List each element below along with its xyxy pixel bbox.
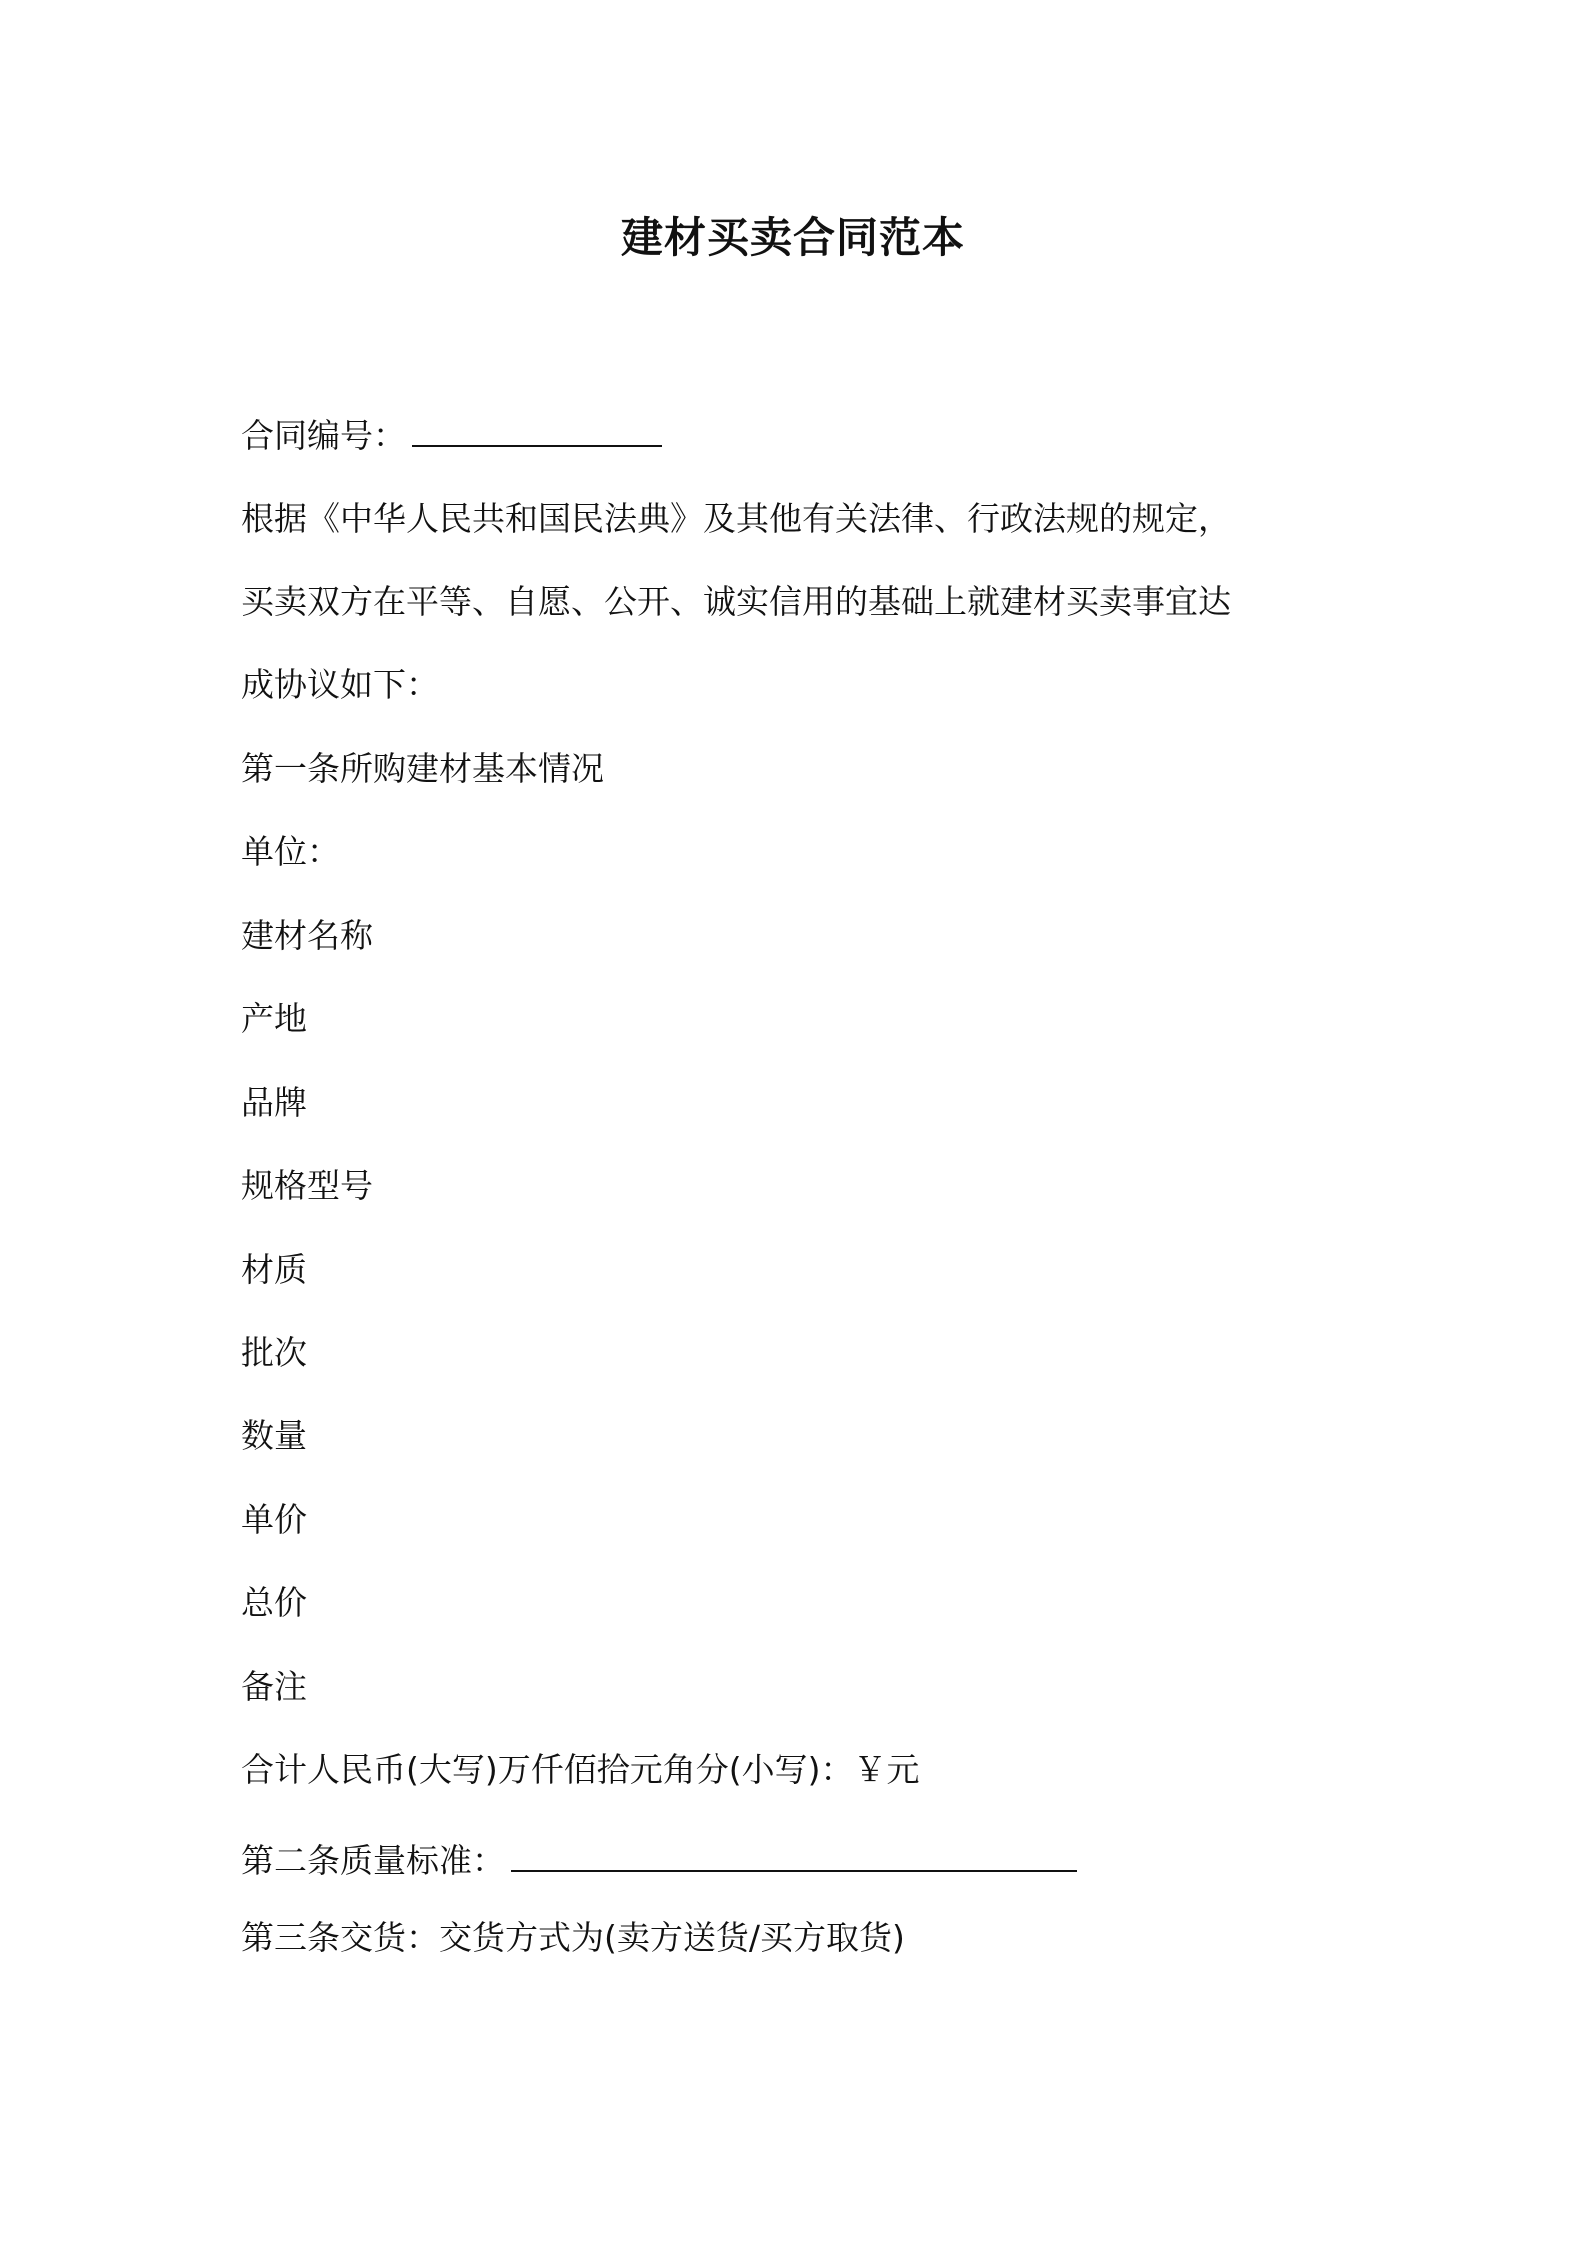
article-3-line: 第三条交货：交货方式为(卖方送货/买方取货)	[241, 1918, 905, 1957]
total-amount-line: 合计人民币(大写)万仟佰拾元角分(小写)：￥元	[241, 1750, 920, 1789]
field-item: 备注	[241, 1667, 307, 1706]
article-2-line	[241, 1838, 1077, 1884]
article-2-label: 第二条质量标准：	[241, 1841, 505, 1880]
contract-number-blank	[412, 415, 662, 447]
contract-number-line	[241, 413, 662, 459]
intro-line-2: 买卖双方在平等、自愿、公开、诚实信用的基础上就建材买卖事宜达	[241, 582, 1231, 621]
unit-label: 单位：	[241, 832, 340, 871]
quality-standard-blank	[511, 1840, 1077, 1872]
intro-line-1: 根据《中华人民共和国民法典》及其他有关法律、行政法规的规定，	[241, 499, 1231, 538]
field-item: 产地	[241, 999, 307, 1038]
contract-number-label: 合同编号：	[241, 416, 406, 455]
field-item: 规格型号	[241, 1166, 373, 1205]
article-1-heading: 第一条所购建材基本情况	[241, 749, 604, 788]
field-item: 单价	[241, 1500, 307, 1539]
document-title: 建材买卖合同范本	[620, 213, 965, 262]
field-item: 建材名称	[241, 916, 373, 955]
field-item: 材质	[241, 1250, 307, 1289]
field-item: 总价	[241, 1583, 307, 1622]
field-item: 数量	[241, 1416, 307, 1455]
field-item: 批次	[241, 1333, 307, 1372]
intro-line-3: 成协议如下：	[241, 665, 439, 704]
field-item: 品牌	[241, 1083, 307, 1122]
